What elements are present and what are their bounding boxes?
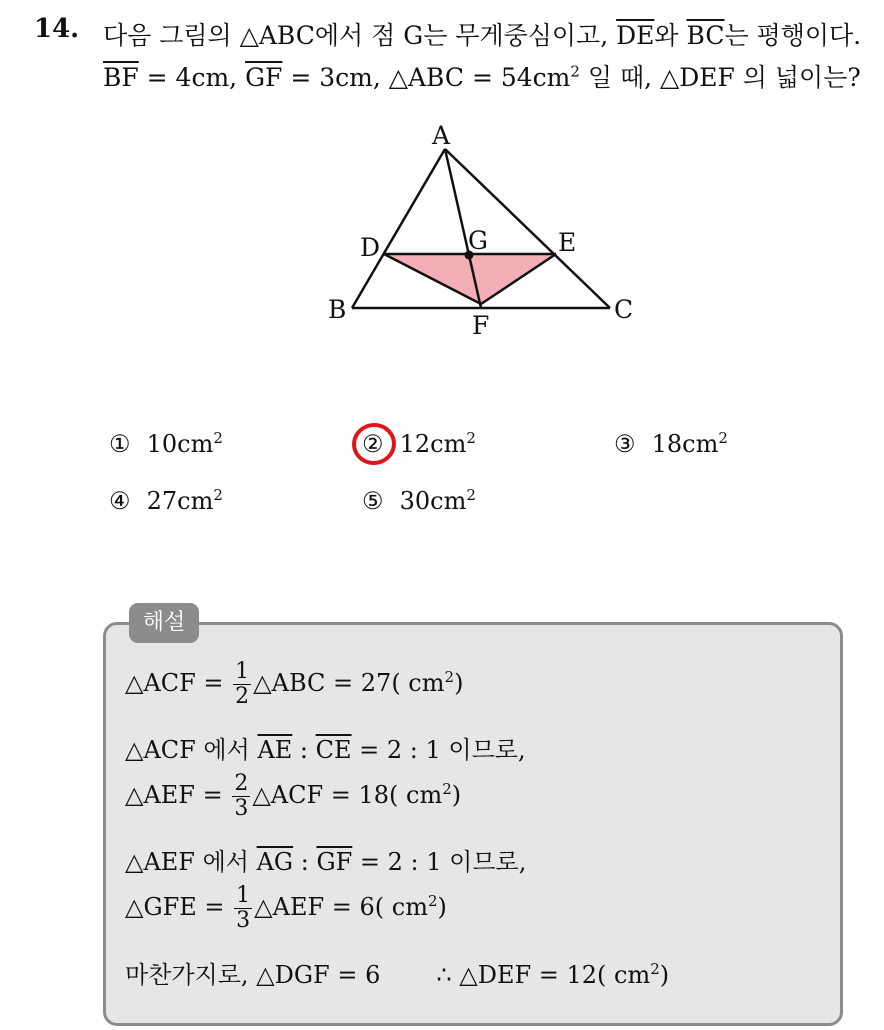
sl2-post: = 2 : 1 이므로,: [351, 736, 526, 764]
solution-line-4: [125, 842, 526, 877]
solution-line-5: [125, 884, 447, 933]
sl4-pre: △AEF 에서: [125, 848, 257, 876]
choice-5-exp: 2: [466, 486, 476, 504]
frac1-num: 1: [235, 659, 250, 684]
fraction-1-2: [233, 660, 251, 709]
q1-text-c: 는 평행이다.: [724, 21, 862, 50]
frac3-den: 3: [236, 908, 251, 933]
question-number: 14.: [34, 14, 80, 44]
segment-ce: $\overline{CE}$: [315, 736, 352, 764]
choice-2-mark: ②: [362, 430, 384, 458]
solution-line-1: [125, 660, 463, 709]
label-b: B: [328, 295, 347, 324]
choice-3-mark: ③: [614, 430, 636, 458]
sl4-post: = 2 : 1 이므로,: [352, 848, 527, 876]
choice-1-mark: ①: [109, 430, 131, 458]
label-g: G: [468, 226, 488, 255]
q2-text-b: = 3cm, △ABC = 54cm: [282, 63, 571, 92]
answer-circle-mark: [349, 420, 398, 468]
solution-line-2: [125, 730, 526, 765]
triangle-figure: [320, 118, 650, 343]
sl6-b: ∴ △DEF = 12( cm: [436, 961, 651, 989]
choice-5[interactable]: [362, 487, 476, 515]
q2-text-a: = 4cm,: [138, 63, 246, 92]
label-c: C: [614, 295, 634, 324]
label-a: A: [432, 121, 451, 150]
sl5-rhs: △AEF = 6( cm: [254, 893, 428, 921]
sl3-lhs: △AEF =: [125, 781, 231, 809]
sl4-mid: :: [293, 848, 317, 876]
fraction-1-3: [234, 884, 252, 933]
choice-1-exp: 2: [213, 429, 223, 447]
sl3-rhs: △ACF = 18( cm: [252, 781, 443, 809]
sl3-end: ): [451, 781, 462, 809]
q2-exp: 2: [570, 62, 580, 81]
label-e: E: [558, 228, 577, 257]
choice-4-mark: ④: [109, 487, 131, 515]
choice-1-value: 10cm: [146, 430, 214, 458]
label-f: F: [472, 311, 490, 340]
sl3-exp: 2: [442, 780, 452, 798]
choice-2-value: 12cm: [399, 430, 467, 458]
q2-text-c: 일 때, △DEF 의 넓이는?: [579, 63, 861, 92]
sl5-end: ): [437, 893, 447, 921]
sl6-a: 마찬가지로, △DGF = 6: [125, 961, 381, 989]
sl1-lhs: △ACF =: [125, 669, 232, 697]
sl1-end: ): [454, 669, 464, 697]
sl5-exp: 2: [427, 892, 438, 910]
segment-ae: $\overline{AE}$: [257, 736, 293, 764]
sl1-exp: 2: [444, 668, 455, 686]
frac2-num: 2: [234, 771, 249, 796]
choice-3-exp: 2: [718, 429, 728, 447]
frac2-den: 3: [234, 796, 249, 821]
segment-gf-sol: $\overline{GF}$: [316, 848, 353, 876]
frac1-den: 2: [235, 684, 250, 709]
choice-3[interactable]: [614, 430, 728, 458]
sl6-exp: 2: [650, 960, 660, 978]
solution-tag: 해설: [129, 603, 199, 643]
choice-5-value: 30cm: [399, 487, 467, 515]
solution-line-3: [125, 772, 461, 821]
label-d: D: [360, 233, 381, 262]
choice-5-mark: ⑤: [362, 487, 384, 515]
sl6-end: ): [659, 961, 670, 989]
choice-4[interactable]: [109, 487, 223, 515]
side-ab: [352, 149, 445, 308]
choice-4-value: 27cm: [146, 487, 214, 515]
choice-2-exp: 2: [466, 429, 476, 447]
sl2-pre: △ACF 에서: [125, 736, 258, 764]
segment-gf: $\overline{GF}$: [245, 63, 283, 92]
segment-ag: $\overline{AG}$: [256, 848, 294, 876]
q1-text-a: 다음 그림의 △ABC에서 점 G는 무게중심이고,: [103, 21, 617, 50]
choice-1[interactable]: [109, 430, 223, 458]
choice-4-exp: 2: [213, 486, 223, 504]
segment-bc: $\overline{BC}$: [686, 21, 725, 50]
question-line-2: [103, 58, 861, 94]
question-line-1: [103, 16, 861, 52]
solution-line-6: [125, 955, 669, 990]
segment-de: $\overline{DE}$: [616, 21, 655, 50]
q1-text-b: 와: [654, 21, 687, 50]
frac3-num: 1: [236, 883, 251, 908]
sl1-rhs: △ABC = 27( cm: [253, 669, 445, 697]
fraction-2-3: [232, 772, 250, 821]
segment-bf: $\overline{BF}$: [103, 63, 139, 92]
sl2-mid: :: [292, 736, 316, 764]
choice-3-value: 18cm: [651, 430, 719, 458]
sl5-lhs: △GFE =: [125, 893, 233, 921]
